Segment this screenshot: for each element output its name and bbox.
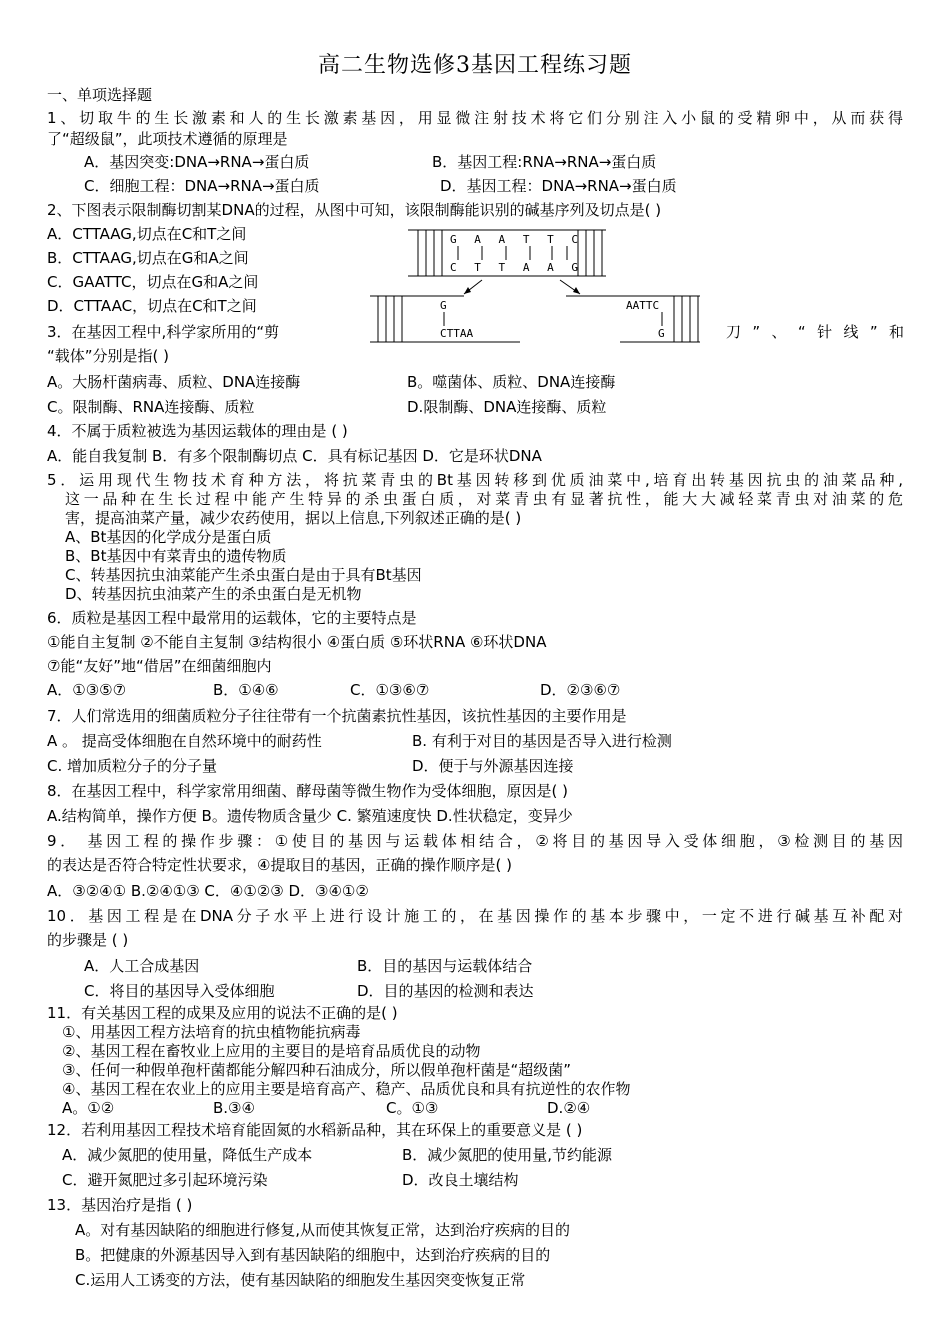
q5-stem-line2: 这一品种在生长过程中能产生特异的杀虫蛋白质，对菜青虫有显著抗性，能大大减轻菜青虫对油菜的危 [65,490,903,508]
q11-option-c: C。①③ [386,1099,439,1117]
q6-option-b: B．①④⑥ [213,681,279,699]
q1-option-d: D．基因工程：DNA→RNA→蛋白质 [440,177,677,195]
q3-option-c: C。限制酶、RNA连接酶、质粒 [47,398,255,416]
q6-items-line2: ⑦能“友好”地“借居”在细菌细胞内 [47,657,272,675]
q6-option-c: C．①③⑥⑦ [350,681,430,699]
q3-option-a: A。大肠杆菌病毒、质粒、DNA连接酶 [47,373,301,391]
q11-stem: 11．有关基因工程的成果及应用的说法不正确的是( ) [47,1004,398,1022]
q10-stem-line1: 10．基因工程是在DNA分子水平上进行设计施工的，在基因操作的基本步骤中，一定不进行碱基互补配对 [47,907,903,925]
q7-option-c: C. 增加质粒分子的分子量 [47,757,218,775]
q3-stem-line1-right: 刀”、“针线”和 [726,323,904,341]
q10-option-c: C．将目的基因导入受体细胞 [84,982,275,1000]
q13-option-b: B。把健康的外源基因导入到有基因缺陷的细胞中，达到治疗疾病的目的 [75,1246,551,1264]
q7-option-d: D．便于与外源基因连接 [412,757,574,775]
q2-option-d: D．CTTAAC，切点在C和T之间 [47,297,257,315]
q7-option-b: B. 有利于对目的基因是否导入进行检测 [412,732,672,750]
q7-stem: 7．人们常选用的细菌质粒分子往往带有一个抗菌素抗性基因，该抗性基因的主要作用是 [47,707,627,725]
q9-stem-line2: 的表达是否符合特定性状要求，④提取目的基因，正确的操作顺序是( ) [47,856,512,874]
q11-option-a: A。①② [62,1099,115,1117]
q5-stem-line1: 5．运用现代生物技术育种方法，将抗菜青虫的Bt基因转移到优质油菜中,培育出转基因抗虫的油菜品种, [47,471,903,489]
q7-option-a: A 。 提高受体细胞在自然环境中的耐药性 [47,732,322,750]
q2-option-b: B．CTTAAG,切点在G和A之间 [47,249,249,267]
q2-option-c: C．GAATTC，切点在G和A之间 [47,273,259,291]
q3-option-d: D.限制酶、DNA连接酶、质粒 [407,398,607,416]
q9-options: A．③②④① B.②④①③ C．④①②③ D．③④①② [47,882,369,900]
q2-stem: 2、下图表示限制酶切割某DNA的过程，从图中可知，该限制酶能识别的碱基序列及切点是( ) [47,201,662,219]
page-title: 高二生物选修3基因工程练习题 [318,53,632,78]
q11-option-b: B.③④ [213,1099,255,1117]
q11-option-d: D.②④ [547,1099,591,1117]
left-fragment-g: G [440,299,447,312]
q5-option-a: A、Bt基因的化学成分是蛋白质 [65,528,272,546]
q10-option-a: A．人工合成基因 [84,957,200,975]
q1-option-c: C．细胞工程：DNA→RNA→蛋白质 [84,177,320,195]
q1-option-b: B．基因工程:RNA→RNA→蛋白质 [432,153,657,171]
q11-item-4: ④、基因工程在农业上的应用主要是培育高产、稳产、品质优良和具有抗逆性的农作物 [62,1080,631,1098]
q4-options: A．能自我复制 B．有多个限制酶切点 C．具有标记基因 D．它是环状DNA [47,447,542,465]
q12-option-b: B．减少氮肥的使用量,节约能源 [402,1146,613,1164]
q12-option-a: A．减少氮肥的使用量，降低生产成本 [62,1146,313,1164]
q5-option-c: C、转基因抗虫油菜能产生杀虫蛋白是由于具有Bt基因 [65,566,422,584]
q6-stem: 6．质粒是基因工程中最常用的运载体，它的主要特点是 [47,609,417,627]
q6-option-a: A．①③⑤⑦ [47,681,127,699]
q4-stem: 4．不属于质粒被选为基因运载体的理由是 ( ) [47,422,348,440]
q10-stem-line2: 的步骤是 ( ) [47,931,129,949]
q8-stem: 8．在基因工程中，科学家常用细菌、酵母菌等微生物作为受体细胞，原因是( ) [47,782,569,800]
q9-stem-line1: 9． 基因工程的操作步骤：①使目的基因与运载体相结合，②将目的基因导入受体细胞，③检测目的基因 [47,832,903,850]
q13-option-c: C.运用人工诱变的方法，使有基因缺陷的细胞发生基因突变恢复正常 [75,1271,526,1289]
left-fragment-sequence: CTTAA [440,327,474,340]
q5-option-d: D、转基因抗虫油菜产生的杀虫蛋白是无机物 [65,585,362,603]
q8-options: A.结构简单，操作方便 B。遗传物质含量少 C. 繁殖速度快 D.性状稳定，变异少 [47,807,573,825]
q1-stem-line1: 1、切取牛的生长激素和人的生长激素基因，用显微注射技术将它们分别注入小鼠的受精卵中，从而获得 [47,109,903,127]
q1-stem-line2: 了“超级鼠”，此项技术遵循的原理是 [47,130,288,148]
q11-item-1: ①、用基因工程方法培育的抗虫植物能抗病毒 [62,1023,361,1041]
q3-stem-line1: 3．在基因工程中,科学家所用的“剪 [47,323,280,341]
q5-stem-line3: 害，提高油菜产量，减少农药使用，据以上信息,下列叙述正确的是( ) [65,509,522,527]
q2-option-a: A．CTTAAG,切点在C和T之间 [47,225,247,243]
right-fragment-g: G [658,327,665,340]
q3-stem-line2: “载体”分别是指( ) [47,347,170,365]
q10-option-b: B．目的基因与运载体结合 [357,957,533,975]
q6-items-line1: ①能自主复制 ②不能自主复制 ③结构很小 ④蛋白质 ⑤环状RNA ⑥环状DNA [47,633,547,651]
q11-item-3: ③、任何一种假单孢杆菌都能分解四种石油成分，所以假单孢杆菌是“超级菌” [62,1061,571,1079]
bottom-strand-sequence: C T T A A G [450,261,578,274]
section-heading: 一、单项选择题 [47,86,153,104]
restriction-enzyme-diagram [360,224,710,348]
q6-option-d: D．②③⑥⑦ [540,681,621,699]
q12-option-c: C．避开氮肥过多引起环境污染 [62,1171,268,1189]
q13-stem: 13．基因治疗是指 ( ) [47,1196,193,1214]
q10-option-d: D．目的基因的检测和表达 [357,982,534,1000]
q12-stem: 12．若利用基因工程技术培育能固氮的水稻新品种，其在环保上的重要意义是 ( ) [47,1121,583,1139]
q11-item-2: ②、基因工程在畜牧业上应用的主要目的是培育品质优良的动物 [62,1042,481,1060]
right-fragment-sequence: AATTC [626,299,660,312]
top-strand-sequence: G A A T T C [450,233,578,246]
q13-option-a: A。对有基因缺陷的细胞进行修复,从而使其恢复正常，达到治疗疾病的目的 [75,1221,571,1239]
q3-option-b: B。噬菌体、质粒、DNA连接酶 [407,373,616,391]
q12-option-d: D．改良土壤结构 [402,1171,519,1189]
q1-option-a: A．基因突变:DNA→RNA→蛋白质 [84,153,310,171]
q5-option-b: B、Bt基因中有菜青虫的遗传物质 [65,547,287,565]
